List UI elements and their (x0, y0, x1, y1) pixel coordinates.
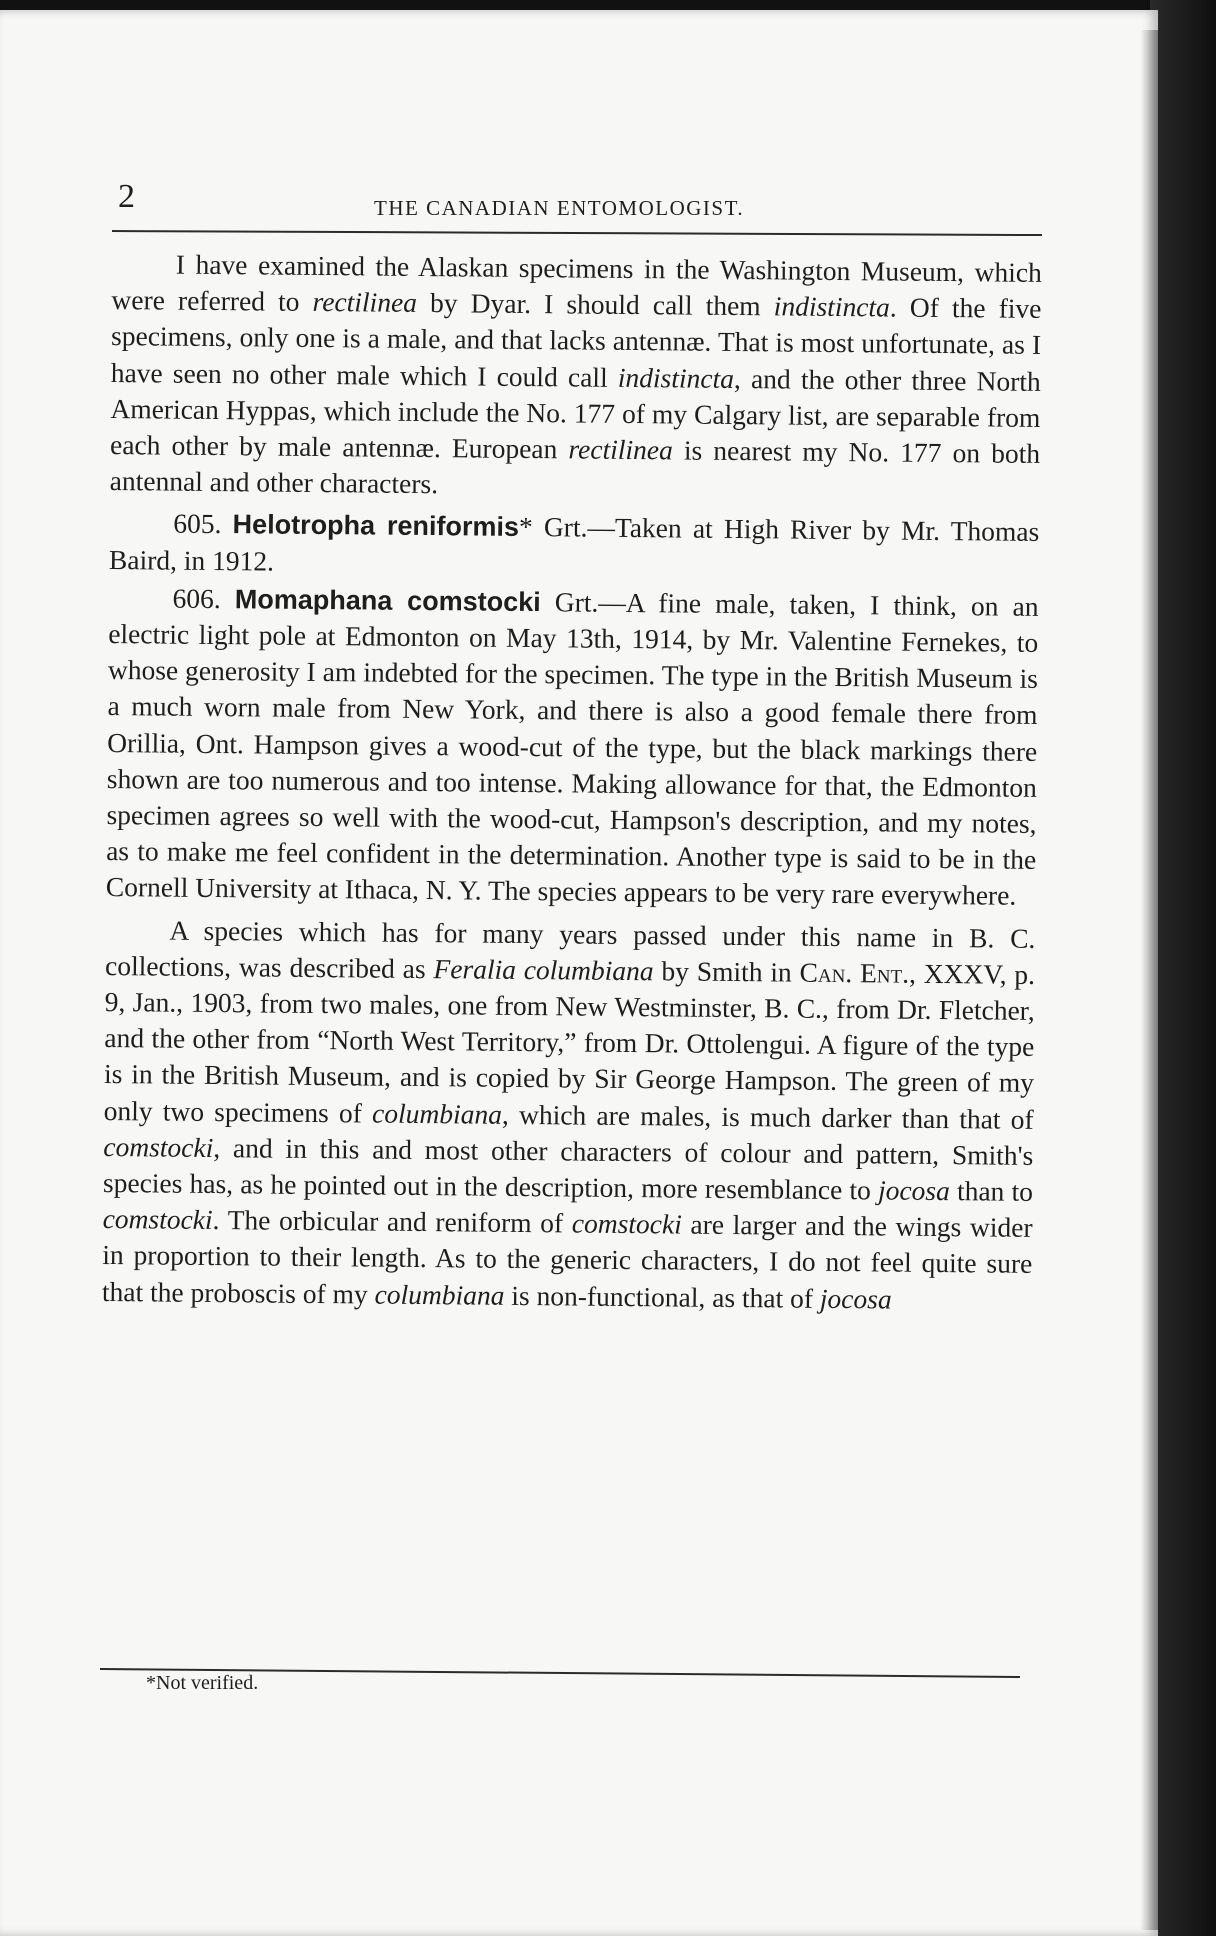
text-run: A species which has for many years passed under this name in B. C. collections, was described as (104, 914, 1036, 984)
italic-term: rectilinea (312, 286, 418, 319)
text-run: , and the other three North American Hyppas, which include the No. 177 of my Calgary list, are separable from each other by male antennæ. European (109, 362, 1041, 465)
footnote: *Not verified. (146, 1672, 259, 1694)
italic-term: jocosa (877, 1174, 950, 1207)
italic-term: comstocki (103, 1130, 214, 1163)
paragraph (109, 505, 1040, 586)
text-run: 605. (173, 508, 233, 540)
running-title: THE CANADIAN ENTOMOLOGIST. (374, 196, 745, 220)
text-run: Grt.—A fine male, taken, I think, on an electric light pole at Edmonton on May 13th, 1914, by Mr. Valentine Fernekes, to whose generosity I am indebted for the specimen. The type in the British Museum is a much worn male from New York, and there is also a good female there from Orillia, Ont. Hampson gives a wood-cut of the type, but the black markings there shown are too numerous and too intense. Making allowance for that, the Edmonton specimen agrees so well with the wood-cut, Hampson's description, and my notes, as to make me feel confident in the determination. Another type is said to be in the Cornell University at Ithaca, N. Y. The species appears to be very rare everywhere. (105, 585, 1039, 912)
text-run: is non-functional, as that of (504, 1279, 821, 1314)
text-run: , which are males, is much darker than that of (501, 1098, 1034, 1135)
page-gutter-shadow (1140, 30, 1158, 1930)
journal-abbrev: Can. Ent. (799, 956, 910, 989)
page-header (112, 176, 1042, 226)
text-run: by Dyar. I should call them (416, 287, 774, 322)
text-run: 606. (172, 582, 236, 615)
italic-term: jocosa (819, 1282, 892, 1315)
text-run: * Grt.—Taken at High River by Mr. Thomas Baird, in 1912. (108, 511, 1040, 577)
species-heading: Helotropha reniformis (232, 509, 520, 543)
italic-term: comstocki (102, 1203, 213, 1236)
text-run: I have examined the Alaskan specimens in the Washington Museum, which were referred to (111, 248, 1042, 318)
italic-term: columbiana (374, 1278, 505, 1311)
text-run: is nearest my No. 177 on both antennal and other characters. (109, 434, 1041, 500)
italic-term: rectilinea (568, 433, 673, 466)
paragraph (106, 580, 1039, 915)
text-run: , and in this and most other characters of colour and pattern, Smith's species has, as he pointed out in the description, more resemblance to (102, 1131, 1034, 1206)
text-run: than to (949, 1175, 1034, 1207)
text-run: , XXXV, p. 9, Jan., 1903, from two males, one from New Westminster, B. C., from Dr. Fletcher, and the other from “North West Territory,” from Dr. Ottolengui. A figure of the type is in the British Museum, and is copied by Sir George Hampson. The green of my only two specimens of (103, 957, 1036, 1129)
text-run: . The orbicular and reniform of (212, 1204, 572, 1239)
article-body (102, 246, 1042, 1325)
scan-right-margin (1150, 0, 1216, 1936)
italic-term: columbiana (371, 1097, 503, 1130)
text-run: by Smith in (653, 955, 800, 988)
page-number: 2 (118, 178, 135, 215)
paragraph (102, 912, 1036, 1319)
italic-term: indistincta (773, 290, 891, 323)
species-heading: Momaphana comstocki (234, 584, 541, 617)
paragraph (110, 246, 1042, 508)
text-run: are larger and the wings wider in proportion to their length. As to the generic characters, I do not feel quite sure that the proboscis of my (101, 1208, 1033, 1310)
italic-term: Feralia columbiana (433, 952, 654, 987)
italic-term: indistincta (617, 361, 735, 394)
text-run: . Of the five specimens, only one is a male, and that lacks antennæ. That is most unfortunate, as I have seen no other male which I could call (110, 291, 1042, 393)
italic-term: comstocki (571, 1207, 682, 1240)
